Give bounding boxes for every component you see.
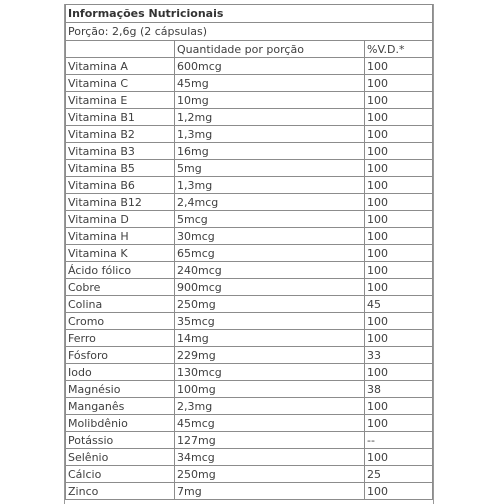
table-row — [66, 313, 433, 330]
title-row — [66, 5, 433, 23]
table-row — [66, 449, 433, 466]
table-row — [66, 109, 433, 126]
nutrient-name: Vitamina H — [66, 228, 175, 245]
nutrient-name: Selênio — [66, 449, 175, 466]
header-row — [66, 41, 433, 58]
table-row — [66, 160, 433, 177]
nutrient-vd: 100 — [365, 160, 433, 177]
nutrient-name: Magnésio — [66, 381, 175, 398]
nutrient-name: Cálcio — [66, 466, 175, 483]
table-row — [66, 432, 433, 449]
nutrient-name: Vitamina B3 — [66, 143, 175, 160]
table-row — [66, 381, 433, 398]
table-row — [66, 364, 433, 381]
nutrient-vd: 100 — [365, 313, 433, 330]
nutrient-quantity: 229mg — [175, 347, 365, 364]
nutrient-quantity: 16mg — [175, 143, 365, 160]
nutrient-name: Vitamina C — [66, 75, 175, 92]
nutrient-vd: 45 — [365, 296, 433, 313]
nutrient-quantity: 34mcg — [175, 449, 365, 466]
nutrient-vd: 100 — [365, 245, 433, 262]
nutrient-name: Ferro — [66, 330, 175, 347]
nutrient-name: Cobre — [66, 279, 175, 296]
nutrient-quantity: 45mcg — [175, 415, 365, 432]
nutrient-quantity: 1,3mg — [175, 126, 365, 143]
nutrient-vd: 100 — [365, 449, 433, 466]
nutrient-quantity: 65mcg — [175, 245, 365, 262]
table-row — [66, 279, 433, 296]
nutrient-vd: 100 — [365, 330, 433, 347]
nutrient-quantity: 5mcg — [175, 211, 365, 228]
table-row — [66, 143, 433, 160]
nutrient-name: Potássio — [66, 432, 175, 449]
table-row — [66, 194, 433, 211]
table-row — [66, 245, 433, 262]
nutrient-name: Colina — [66, 296, 175, 313]
table-row — [66, 75, 433, 92]
nutrient-name: Ácido fólico — [66, 262, 175, 279]
nutrient-vd: 100 — [365, 262, 433, 279]
table-row — [66, 466, 433, 483]
portion-size: Porção: 2,6g (2 cápsulas) — [66, 23, 433, 41]
nutrient-quantity: 600mcg — [175, 58, 365, 75]
nutrient-vd: 38 — [365, 381, 433, 398]
table-row — [66, 177, 433, 194]
nutrient-vd: 100 — [365, 279, 433, 296]
nutrient-quantity: 2,4mcg — [175, 194, 365, 211]
nutrient-vd: 100 — [365, 483, 433, 500]
nutrient-name: Vitamina D — [66, 211, 175, 228]
nutrient-quantity: 1,3mg — [175, 177, 365, 194]
nutrient-quantity: 100mg — [175, 381, 365, 398]
nutrient-name: Fósforo — [66, 347, 175, 364]
header-vd: %V.D.* — [365, 41, 433, 58]
nutrient-name: Vitamina K — [66, 245, 175, 262]
nutrient-vd: 100 — [365, 177, 433, 194]
table-row — [66, 415, 433, 432]
table-row — [66, 126, 433, 143]
nutrient-vd: -- — [365, 432, 433, 449]
nutrient-quantity: 240mcg — [175, 262, 365, 279]
nutrition-facts-panel — [64, 4, 434, 504]
table-row — [66, 228, 433, 245]
nutrient-vd: 100 — [365, 228, 433, 245]
table-row — [66, 211, 433, 228]
nutrient-quantity: 35mcg — [175, 313, 365, 330]
nutrient-name: Vitamina B2 — [66, 126, 175, 143]
nutrient-vd: 100 — [365, 92, 433, 109]
nutrient-vd: 100 — [365, 211, 433, 228]
nutrient-quantity: 900mcg — [175, 279, 365, 296]
table-title: Informações Nutricionais — [66, 5, 433, 23]
nutrient-vd: 100 — [365, 58, 433, 75]
nutrition-table — [65, 4, 433, 500]
nutrient-vd: 100 — [365, 143, 433, 160]
nutrient-vd: 100 — [365, 364, 433, 381]
nutrient-name: Cromo — [66, 313, 175, 330]
nutrient-name: Zinco — [66, 483, 175, 500]
nutrient-name: Vitamina B6 — [66, 177, 175, 194]
nutrient-name: Molibdênio — [66, 415, 175, 432]
table-row — [66, 347, 433, 364]
nutrient-name: Vitamina E — [66, 92, 175, 109]
nutrient-quantity: 5mg — [175, 160, 365, 177]
table-row — [66, 296, 433, 313]
nutrient-quantity: 30mcg — [175, 228, 365, 245]
nutrient-name: Manganês — [66, 398, 175, 415]
nutrient-quantity: 250mg — [175, 296, 365, 313]
nutrient-name: Vitamina B5 — [66, 160, 175, 177]
header-nutrient — [66, 41, 175, 58]
nutrient-quantity: 2,3mg — [175, 398, 365, 415]
nutrient-quantity: 1,2mg — [175, 109, 365, 126]
portion-row — [66, 23, 433, 41]
nutrient-vd: 100 — [365, 415, 433, 432]
nutrient-vd: 100 — [365, 109, 433, 126]
nutrient-quantity: 127mg — [175, 432, 365, 449]
nutrient-quantity: 250mg — [175, 466, 365, 483]
nutrient-name: Vitamina B1 — [66, 109, 175, 126]
table-row — [66, 92, 433, 109]
nutrient-name: Iodo — [66, 364, 175, 381]
nutrient-quantity: 45mg — [175, 75, 365, 92]
nutrient-vd: 100 — [365, 398, 433, 415]
nutrient-vd: 100 — [365, 75, 433, 92]
nutrient-name: Vitamina B12 — [66, 194, 175, 211]
table-row — [66, 58, 433, 75]
table-row — [66, 262, 433, 279]
table-row — [66, 398, 433, 415]
nutrient-vd: 25 — [365, 466, 433, 483]
table-row — [66, 330, 433, 347]
nutrient-vd: 100 — [365, 194, 433, 211]
nutrient-quantity: 14mg — [175, 330, 365, 347]
nutrient-vd: 33 — [365, 347, 433, 364]
header-quantity: Quantidade por porção — [175, 41, 365, 58]
nutrient-quantity: 130mcg — [175, 364, 365, 381]
table-row — [66, 483, 433, 500]
nutrient-quantity: 10mg — [175, 92, 365, 109]
nutrient-quantity: 7mg — [175, 483, 365, 500]
nutrient-name: Vitamina A — [66, 58, 175, 75]
nutrient-vd: 100 — [365, 126, 433, 143]
